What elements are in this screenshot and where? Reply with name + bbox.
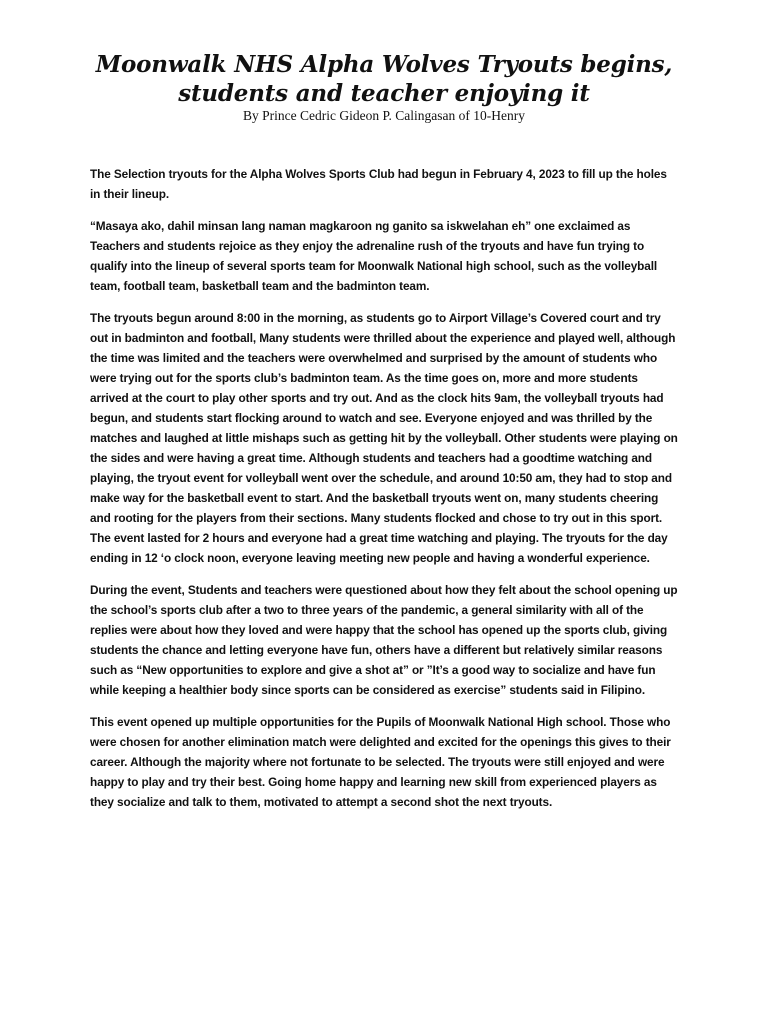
paragraph-4: During the event, Students and teachers were questioned about how they felt about the school opening up the school’s sports club after a two to three years of the pandemic, a general similarity with all of the replies were about how they loved and were happy that the school has opened up the sports club, giving students the chance and letting everyone have fun, others have a different but relatively similar reasons such as “New opportunities to explore and give a shot at” or ”It’s a good way to socialize and have fun while keeping a healthier body since sports can be considered as exercise” students said in Filipino.	[90, 583, 678, 697]
headline-line-1: Moonwalk NHS Alpha Wolves Tryouts begins,	[95, 51, 673, 78]
headline-line-2: students and teacher enjoying it	[178, 80, 590, 107]
paragraph-1: The Selection tryouts for the Alpha Wolves Sports Club had begun in February 4, 2023 to fill up the holes in their lineup.	[90, 167, 667, 201]
paragraph-3: The tryouts begun around 8:00 in the morning, as students go to Airport Village’s Covered court and try out in badminton and football, Many students were thrilled about the experience and played well, although the time was limited and the teachers were overwhelmed and surprised by the amount of students who were trying out for the sports club’s badminton team. As the time goes on, more and more students arrived at the court to play other sports and try out. And as the clock hits 9am, the volleyball tryouts had begun, and students start flocking around to watch and see. Everyone enjoyed and was thrilled by the matches and laughed at little mishaps such as getting hit by the volleyball. Other students were playing on the sides and were having a great time. Although students and teachers had a goodtime watching and playing, the tryout event for volleyball went over the schedule, and around 10:50 am, they had to stop and make way for the basketball event to start. And the basketball tryouts went on, many students cheering and rooting for the players from their sections. Many students flocked and chose to try out in this sport. The event lasted for 2 hours and everyone had a great time watching and playing. The tryouts for the day ending in 12 ‘o clock noon, everyone leaving meeting new people and having a wonderful experience.	[90, 311, 678, 565]
article-body	[90, 164, 678, 812]
article-byline: By Prince Cedric Gideon P. Calingasan of 10-Henry	[243, 108, 525, 123]
paragraph-2: “Masaya ako, dahil minsan lang naman magkaroon ng ganito sa iskwelahan eh” one exclaimed as Teachers and students rejoice as they enjoy the adrenaline rush of the tryouts and have fun trying to qualify into the lineup of several sports team for Moonwalk National high school, such as the volleyball team, football team, basketball team and the badminton team.	[90, 219, 658, 293]
article-headline	[90, 50, 678, 108]
paragraph-5: This event opened up multiple opportunities for the Pupils of Moonwalk National High school. Those who were chosen for another elimination match were delighted and excited for the openings this gives to their career. Although the majority where not fortunate to be selected. The tryouts were still enjoyed and were happy to play and try their best. Going home happy and learning new skill from experienced players as they socialize and talk to them, motivated to attempt a second shot the next tryouts.	[90, 715, 671, 809]
